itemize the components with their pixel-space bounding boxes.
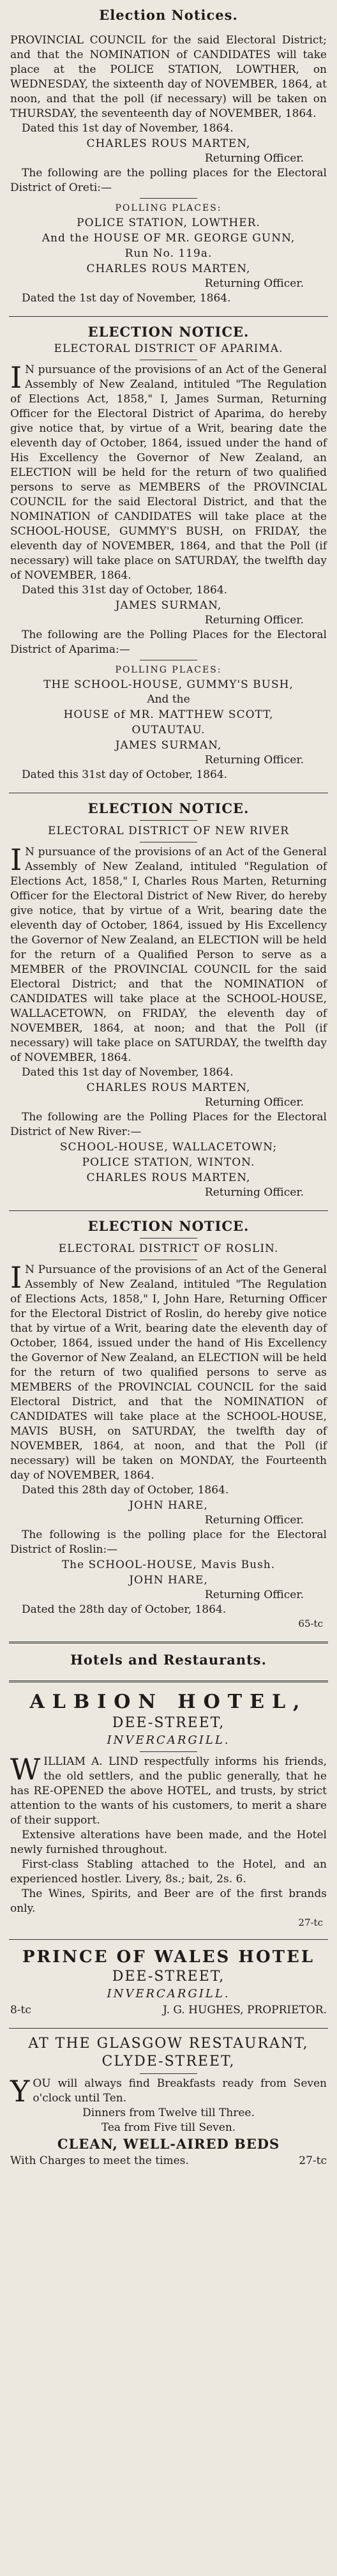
notice-role: Returning Officer. [204,1096,304,1109]
notice-district: ELECTORAL DISTRICT OF ROSLIN. [58,1242,279,1255]
notice-signature: JAMES SURMAN, [115,599,222,612]
notice-body: N pursuance of the provisions of an Act of the General Assembly of New Zealand, intituled "The Regulation of Elections Act, 1858," I, James Surman, Returning Officer for the Electoral District of Aparima, do hereby give notice that, by virtue of a Writ, bearing date the eleventh day of October, 1864, issued under the hand of His Excellency the Governor of New Zealand, an ELECTION will be held for the return of two qualified persons to serve as MEMBERS of the PROVINCIAL COUNCIL for the said Electoral District, and that the NOMINATION of CANDIDATES will take place at the SCHOOL-HOUSE, GUMMY'S BUSH, on FRIDAY, the eleventh day of NOVEMBER, 1864, and that the Poll (if necessary) will take place on SATURDAY, the twelfth day of NOVEMBER, 1864. [10,363,327,582]
polling-place: POLICE STATION, LOWTHER. [77,217,260,229]
notice-roslin [9,1215,328,1636]
drop-cap: I [10,1260,22,1295]
ad-town: INVERCARGILL. [107,1734,230,1747]
notice-dated: Dated the 1st day of November, 1864. [22,292,231,305]
divider [140,2073,197,2074]
ad-paragraph: First-class Stabling attached to the Hotel, and an experienced hostler. Livery, 8s.; bait, 2s. 6. [10,1858,327,1886]
notice-role: Returning Officer. [204,1186,304,1199]
notice-dated: Dated this 31st day of October, 1864. [22,768,228,781]
notice-signature: JOHN HARE, [129,1574,208,1587]
page-header [9,4,328,31]
ad-town: INVERCARGILL. [107,1987,230,2001]
page-title: Election Notices. [99,7,238,23]
ad-line: Dinners from Twelve till Three. [82,2107,255,2119]
divider [9,1210,328,1211]
notice-title: ELECTION NOTICE. [87,324,250,340]
ad-footer [10,2153,327,2168]
ad-line: CLEAN, WELL-AIRED BEDS [57,2136,280,2152]
ad-tag: 27-tc [298,1917,323,1928]
notice-signature: JOHN HARE, [129,1499,208,1512]
ad-footer [10,2002,327,2018]
notice-body: N Pursuance of the provisions of an Act of the General Assembly of New Zealand, intituled "The Regulation of Elections Acts, 1858," I, John Hare, Returning Officer for the Electoral District of Roslin, do hereby give notice that by virtue of a Writ, bearing date the eleventh day of October, 1864, issued under the hand of His Excellency the Governor of New Zealand, an ELECTION will be held for the return of two qualified persons to serve as MEMBERS of the PROVINCIAL COUNCIL for the said Electoral District, and that the NOMINATION of CANDIDATES will take place at the SCHOOL-HOUSE, MAVIS BUSH, on SATURDAY, the twelfth day of NOVEMBER, 1864, at noon, and that the Poll (if necessary) will be taken on MONDAY, the Fourteenth day of NOVEMBER, 1864. [10,1263,327,1482]
drop-cap: I [10,360,22,395]
ad-glasgow-restaurant [9,2032,328,2175]
ad-albion-hotel [9,1688,328,1935]
notice-signature: JAMES SURMAN, [115,739,222,752]
polling-place: And the HOUSE OF MR. GEORGE GUNN, [41,232,296,245]
polling-place: The SCHOOL-HOUSE, Mavis Bush. [61,1559,276,1571]
places-intro: The following are the Polling Places for the Electoral District of New River:— [10,1111,327,1138]
divider [140,820,197,821]
ad-name: AT THE GLASGOW RESTAURANT, [28,2036,309,2052]
ad-prince-of-wales [9,1944,328,2024]
divider [140,1751,197,1752]
ad-street: DEE-STREET, [112,1969,225,1985]
notice-body: PROVINCIAL COUNCIL for the said Electoral District; and that the NOMINATION of CANDIDATES will take place at the POLICE STATION, LOWTHER, on WEDNESDAY, the sixteenth day of NOVEMBER, 1864, at noon, and that the poll (if necessary) will be taken on THURSDAY, the seventeenth day of NOVEMBER, 1864. [10,34,327,120]
drop-cap: Y [10,2074,30,2108]
notice-dated: Dated the 28th day of October, 1864. [22,1603,227,1616]
notice-dated: Dated this 28th day of October, 1864. [22,1484,229,1497]
polling-place: THE SCHOOL-HOUSE, GUMMY'S BUSH, [43,678,294,691]
notice-role: Returning Officer. [204,1514,304,1527]
polling-place: HOUSE of MR. MATTHEW SCOTT, [63,708,274,721]
divider [9,2028,328,2029]
section-title: Hotels and Restaurants. [70,1652,267,1668]
notice-body: N pursuance of the provisions of an Act of the General Assembly of New Zealand, intituled "Regulation of Elections Act, 1858," I, Charles Rous Marten, Returning Officer for the Electoral District of New River, do hereby give notice, that by virtue of a Writ, bearing date the eleventh day of October, 1864, issued by His Excellency the Governor of New Zealand, an ELECTION will be held for the return of a Qualified Person to serve as a MEMBER of the PROVINCIAL COUNCIL for the said Electoral District; and that the NOMINATION of CANDIDATES will take place at the SCHOOL-HOUSE, WALLACETOWN, on FRIDAY, the eleventh day of NOVEMBER, 1864, at noon; and that the Poll (if necessary) will take place on SATURDAY, the twelfth day of NOVEMBER, 1864. [10,846,327,1064]
ad-street: DEE-STREET, [112,1715,225,1731]
newspaper-page [9,0,328,2175]
ad-tag: 27-tc [299,2154,327,2167]
polling-place-detail: Run No. 119a. [124,247,213,260]
ad-name: ALBION HOTEL, [29,1691,308,1713]
ad-tag: 65-tc [298,1618,323,1629]
places-intro: The following are the Polling Places for the Electoral District of Aparima:— [10,629,327,656]
notice-title: ELECTION NOTICE. [87,1218,250,1234]
drop-cap: W [10,1752,41,1787]
divider [9,1939,328,1940]
polling-place: SCHOOL-HOUSE, WALLACETOWN; [59,1141,278,1154]
notice-dated: Dated this 31st day of October, 1864. [22,584,228,597]
notice-new-river [9,797,328,1207]
notice-district: ELECTORAL DISTRICT OF NEW RIVER [47,825,290,837]
ad-name: PRINCE OF WALES HOTEL [22,1947,315,1967]
notice-role: Returning Officer. [204,754,304,766]
notice-role: Returning Officer. [204,614,304,627]
notice-signature: CHARLES ROUS MARTEN, [86,1081,251,1094]
notice-title: ELECTION NOTICE. [87,800,250,816]
polling-label: POLLING PLACES: [115,203,222,213]
polling-place-detail: OUTAUTAU. [131,724,206,736]
notice-signature: CHARLES ROUS MARTEN, [86,1171,251,1184]
divider [9,1680,328,1682]
divider [9,1642,328,1643]
ad-paragraph: Extensive alterations have been made, and the Hotel newly furnished throughout. [10,1829,327,1856]
notice-role: Returning Officer. [204,1589,304,1601]
polling-label: POLLING PLACES: [115,665,222,675]
notice-role: Returning Officer. [204,152,304,165]
notice-dated: Dated this 1st day of November, 1864. [22,1066,234,1079]
drop-cap: I [10,842,22,877]
ad-body: ILLIAM A. LIND respectfully informs his friends, the old settlers, and the public generally, that he has RE-OPENED the above HOTEL, and trusts, by strict attention to the wants of his customers, to merit a share of their support. [10,1755,327,1827]
divider [140,198,197,199]
places-intro: The following is the polling place for the Electoral District of Roslin:— [10,1528,327,1556]
ad-paragraph: The Wines, Spirits, and Beer are of the first brands only. [10,1887,327,1915]
ad-street: CLYDE-STREET, [101,2054,236,2069]
ad-line: With Charges to meet the times. [10,2154,189,2167]
notice-district: ELECTORAL DISTRICT OF APARIMA. [54,342,283,355]
ad-line: Tea from Five till Seven. [101,2121,236,2134]
ad-body: OU will always find Breakfasts ready from Seven o'clock until Ten. [33,2077,327,2105]
notice-dated: Dated this 1st day of November, 1864. [22,122,234,135]
notice-signature: CHARLES ROUS MARTEN, [86,263,251,275]
places-intro: The following are the polling places for the Electoral District of Oreti:— [10,167,327,194]
polling-place: POLICE STATION, WINTON. [82,1156,255,1169]
section-heading [9,1649,328,1675]
notice-oreti [9,31,328,312]
notice-aparima [9,321,328,789]
ad-tag: 8-tc [10,2004,31,2016]
polling-and: And the [147,693,190,706]
notice-role: Returning Officer. [204,277,304,290]
divider [9,316,328,317]
notice-signature: CHARLES ROUS MARTEN, [86,137,251,150]
ad-proprietor: J. G. HUGHES, PROPRIETOR. [163,2004,327,2016]
